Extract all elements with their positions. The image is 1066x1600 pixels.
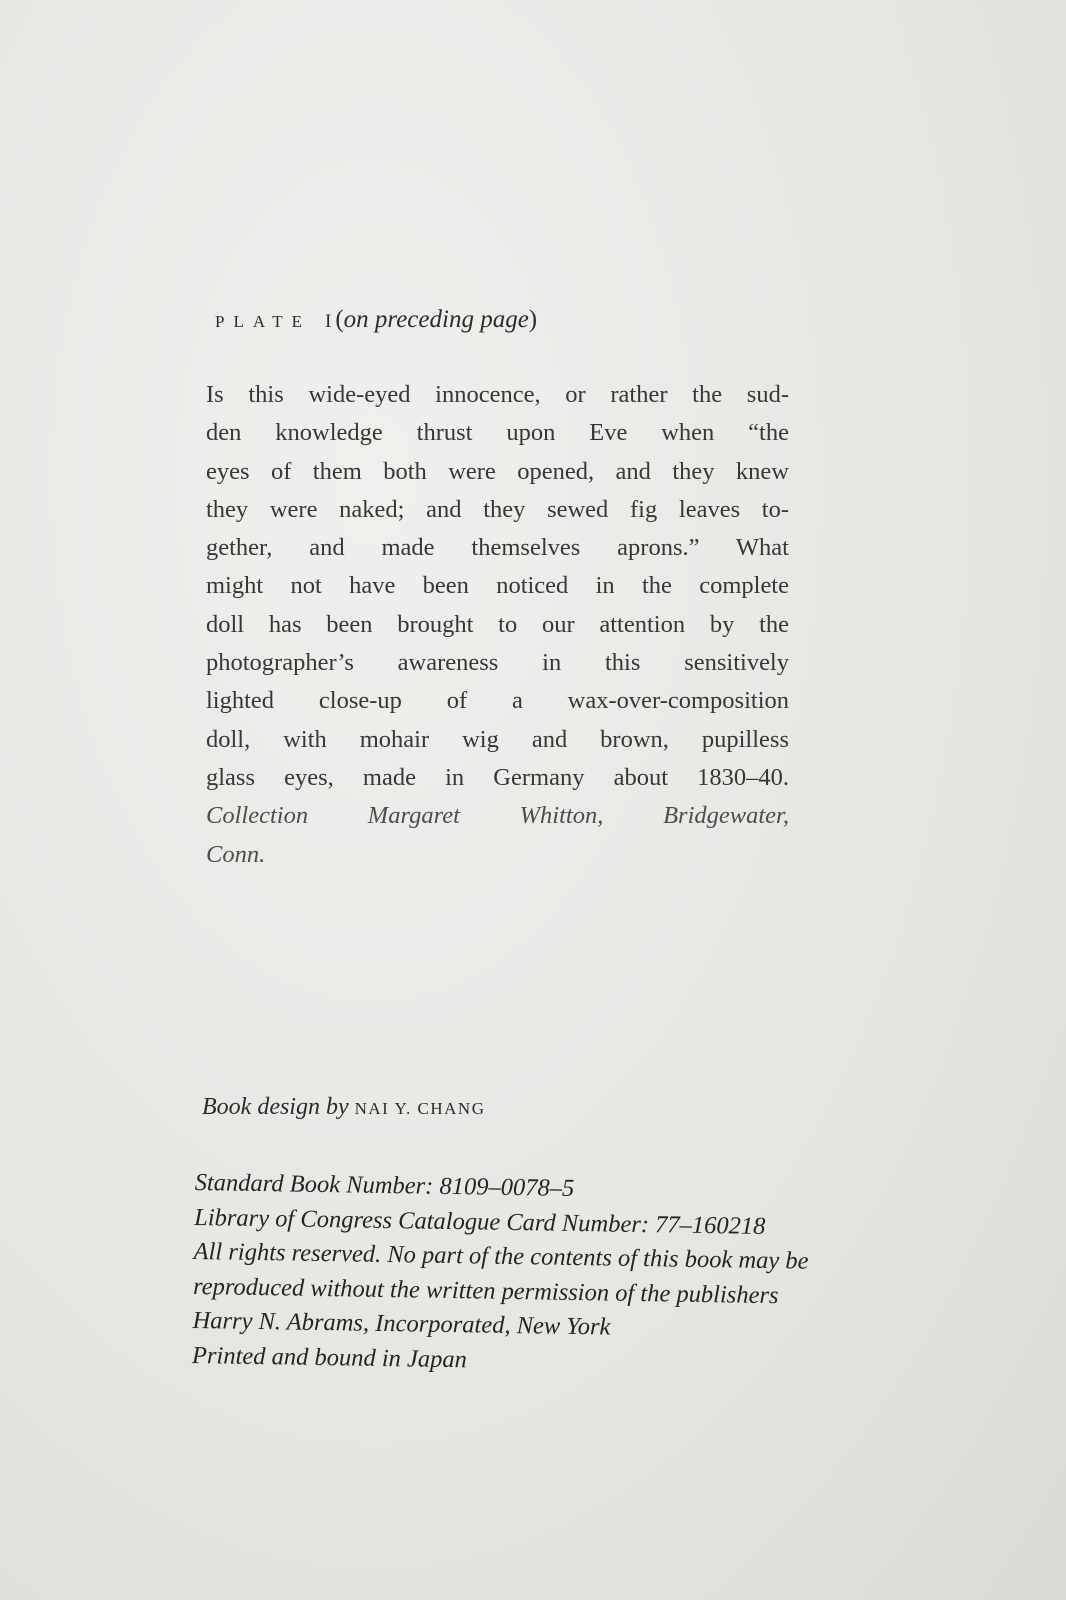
plate-label: PLATE [215, 312, 311, 331]
caption-line: they were naked; and they sewed fig leaves to- [206, 495, 789, 523]
imprint-line: Library of Congress Catalogue Card Number: 77–160218 [193, 1203, 766, 1240]
caption-line: eyes of them both were opened, and they knew [206, 457, 789, 485]
caption-line: doll, with mohair wig and brown, pupilless [206, 725, 789, 753]
credit-line: Conn. [206, 840, 266, 868]
caption-line: doll has been brought to our attention by the [206, 610, 789, 638]
collection-credit [206, 797, 789, 874]
plate-number: I [325, 311, 332, 332]
imprint-line: Standard Book Number: 8109–0078–5 [194, 1168, 575, 1202]
caption-line: lighted close-up of a wax-over-composition [206, 687, 789, 715]
designer-name: NAI Y. CHANG [354, 1099, 486, 1118]
caption-line: glass eyes, made in Germany about 1830–40. [206, 763, 789, 791]
caption-line: den knowledge thrust upon Eve when “the [206, 419, 789, 447]
caption-line: photographer’s awareness in this sensitively [206, 649, 789, 677]
plate-note: on preceding page [343, 306, 529, 333]
caption-line: gether, and made themselves aprons.” What [206, 534, 789, 562]
plate-note-close-paren: ) [528, 306, 538, 333]
plate-note-open-paren: ( [335, 306, 344, 333]
copyright-imprint [192, 1166, 810, 1383]
book-design-credit [202, 1094, 486, 1121]
caption-line: Is this wide-eyed innocence, or rather the sud- [206, 381, 789, 408]
imprint-line: reproduced without the written permission of the publishers [192, 1272, 779, 1309]
imprint-line: Harry N. Abrams, Incorporated, New York [192, 1306, 611, 1341]
imprint-line: All rights reserved. No part of the contents of this book may be [193, 1237, 809, 1275]
imprint-line: Printed and bound in Japan [191, 1341, 468, 1373]
caption-line: might not have been noticed in the complete [206, 572, 789, 600]
design-label: Book design by [202, 1094, 349, 1120]
credit-line: Collection Margaret Whitton, Bridgewater, [206, 802, 789, 830]
plate-heading [215, 306, 537, 334]
plate-caption [206, 376, 789, 874]
